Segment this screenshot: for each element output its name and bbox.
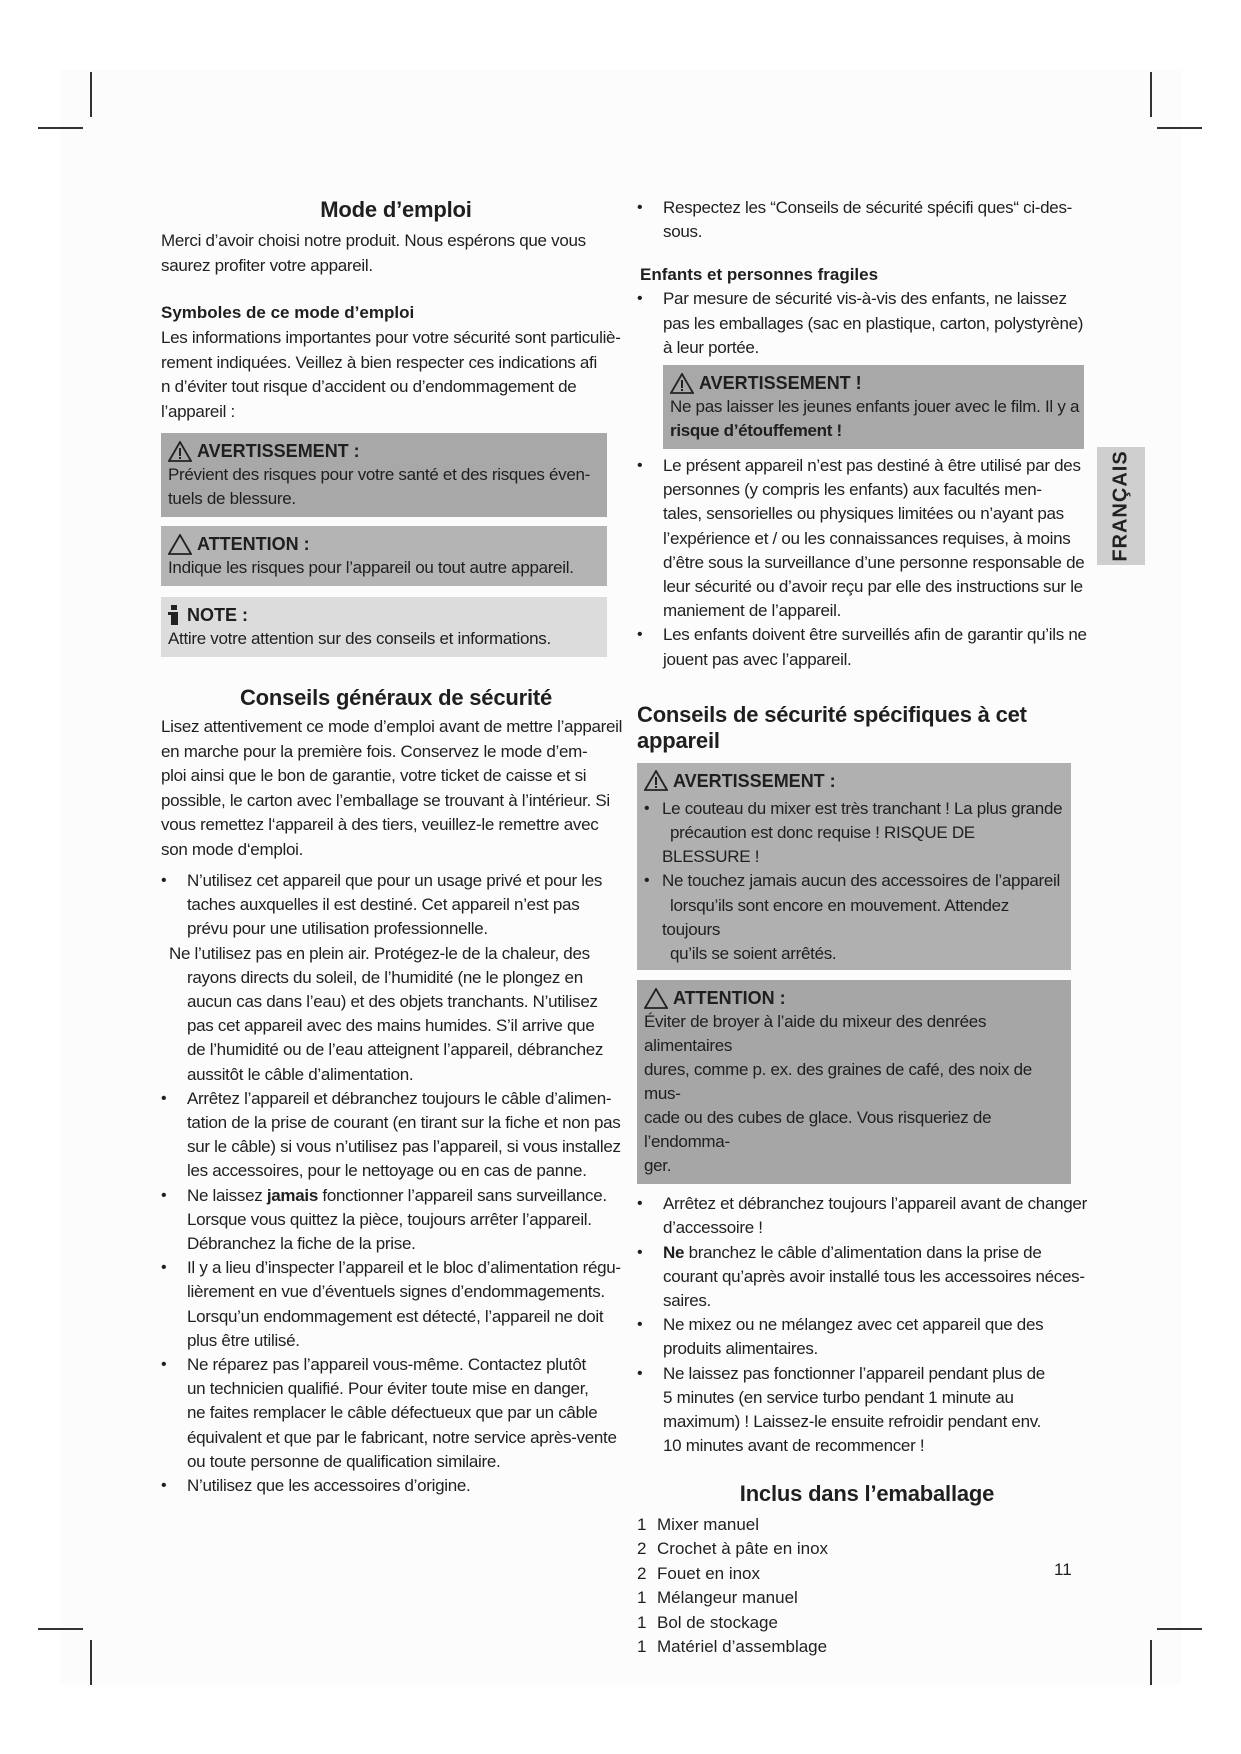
specific-warning-box: AVERTISSEMENT : • Le couteau du mixer est très tranchant ! La plus grande précaution est donc requise ! RISQUE DE BLESSURE ! • Ne touchez jamais aucun des accessoires de l’appareil lorsqu’ils sont encore en mouvement. Attendez toujours qu’ils se soient arrêtés. — [637, 763, 1071, 970]
list-item: • N’utilisez cet appareil que pour un usage privé et pour les taches auxquelles il est destiné. Cet appareil n’est pas prévu pour une utilisation professionnelle. — [161, 869, 631, 942]
children-bullets-2 — [637, 454, 1097, 672]
intro-text: Merci d’avoir choisi notre produit. Nous espérons que vous saurez profiter votre appareil. — [161, 231, 586, 275]
general-intro: Lisez attentivement ce mode d’emploi avant de mettre l’appareil en marche pour la première fois. Conservez le mode d’em- ploi ainsi que le bon de garantie, votre ticket de caisse et si possible, le carton avec l’emballage se trouvant à l’intérieur. Si vous remettez l‘appareil à des tiers, veuillez-le remettre avec son mode d‘emploi. — [161, 717, 623, 859]
crop-mark — [1150, 1640, 1152, 1685]
general-bullets-2 — [161, 1087, 631, 1498]
symbols-text: Les informations importantes pour votre sécurité sont particuliè- rement indiquées. Veillez à bien respecter ces indications afi n d’éviter tout risque d’accident ou d’endommagement de l’appareil : — [161, 328, 621, 421]
bullet-continuation: Ne l’utilisez pas en plein air. Protégez-le de la chaleur, des rayons directs du soleil, de l’humidité (ne le plongez en aucun cas dans l’eau) et des objets tranchants. N’utilisez pas cet appareil avec des mains humides. S’il arrive que de l’humidité ou de l’eau atteignent l’appareil, débranchez aussitôt le câble d’alimentation. — [169, 943, 604, 1084]
crop-mark — [38, 127, 83, 129]
respect-bullet — [637, 196, 1097, 244]
crop-mark — [1157, 1628, 1202, 1630]
specific-safety-title: Conseils de sécurité spécifiques à cet appareil — [637, 701, 1027, 753]
info-icon — [168, 605, 182, 625]
general-bullets — [161, 869, 631, 942]
list-item: 2 Fouet en inox — [637, 1563, 761, 1583]
warning-box: AVERTISSEMENT : Prévient des risques pour votre santé et des risques éven- tuels de blessure. — [161, 433, 607, 517]
note-box: NOTE : Attire votre attention sur des conseils et informations. — [161, 597, 607, 657]
attention-triangle-icon — [168, 534, 192, 555]
crop-mark — [1157, 127, 1202, 129]
list-item: • Il y a lieu d’inspecter l’appareil et le bloc d’alimentation régu- lièrement en vue d’éventuels signes d’endommagements. Lorsqu’un endommagement est détecté, l’appareil ne doit plus être utilisé. — [161, 1256, 631, 1353]
list-item: • Le présent appareil n’est pas destiné à être utilisé par des personnes (y compris les enfants) aux facultés men- tales, sensorielles ou physiques limitées ou n’ayant pas l’expérience et / ou les connaissances requises, à moins d’être sous la surveillance d’une personne responsable de leur sécurité ou d’avoir reçu par elle des instructions sur le maniement de l’appareil. — [637, 454, 1097, 623]
warning-triangle-icon — [644, 770, 668, 791]
left-column — [161, 190, 631, 1498]
list-item: • Le couteau du mixer est très tranchant ! La plus grande précaution est donc requise ! RISQUE DE BLESSURE ! — [644, 797, 1064, 870]
list-item: • Arrêtez l’appareil et débranchez toujours le câble d’alimen- tation de la prise de courant (en tirant sur la fiche et non pas sur le câble) si vous n’utilisez pas l’appareil, si vous installez les accessoires, pour le nettoyage ou en cas de panne. — [161, 1087, 631, 1184]
warning-triangle-icon — [168, 441, 192, 462]
children-bullets — [637, 287, 1097, 360]
list-item: 1 Matériel d’assemblage — [637, 1637, 828, 1656]
list-item: • Ne laissez pas fonctionner l’appareil pendant plus de 5 minutes (en service turbo pendant 1 minute au maximum) ! Laissez-le ensuite refroidir pendant env. 10 minutes avant de recommencer ! — [637, 1362, 1097, 1459]
mode-emploi-title: Mode d’emploi — [320, 197, 472, 222]
symbols-heading: Symboles de ce mode d’emploi — [161, 303, 415, 322]
right-column — [637, 196, 1097, 1660]
specific-bullets — [637, 1192, 1097, 1458]
children-warning-box: AVERTISSEMENT ! Ne pas laisser les jeunes enfants jouer avec le film. Il y a risque d’étouffement ! — [663, 365, 1084, 449]
list-item: • Ne mixez ou ne mélangez avec cet appareil que des produits alimentaires. — [637, 1313, 1097, 1361]
list-item: • Ne touchez jamais aucun des accessoires de l’appareil lorsqu’ils sont encore en mouvement. Attendez toujours qu’ils se soient arrêtés. — [644, 869, 1064, 966]
list-item: • Ne laissez jamais fonctionner l’appareil sans surveillance. Lorsque vous quittez la pièce, toujours arrêter l’appareil. Débranchez la fiche de la prise. — [161, 1184, 631, 1257]
specific-attention-box: ATTENTION : Éviter de broyer à l’aide du mixeur des denrées alimentaires dures, comme p. ex. des graines de café, des noix de mus- cade ou des cubes de glace. Vous risqueriez de l’endomma- ger. — [637, 980, 1071, 1184]
list-item: 1 Bol de stockage — [637, 1612, 778, 1632]
list-item: • Ne branchez le câble d’alimentation dans la prise de courant qu’après avoir installé tous les accessoires néces- saires. — [637, 1241, 1097, 1314]
crop-mark — [38, 1628, 83, 1630]
page-number: 11 — [1054, 1560, 1072, 1579]
crop-mark — [90, 1640, 92, 1685]
list-item: • Par mesure de sécurité vis-à-vis des enfants, ne laissez pas les emballages (sac en plastique, carton, polystyrène) à leur portée. — [637, 287, 1097, 360]
included-title: Inclus dans l’emaballage — [739, 1480, 995, 1506]
list-item: 1 Mixer manuel — [637, 1514, 760, 1534]
included-list — [637, 1513, 1097, 1660]
list-item: • Arrêtez et débranchez toujours l’appareil avant de changer d’accessoire ! — [637, 1192, 1097, 1240]
general-safety-title: Conseils généraux de sécurité — [239, 685, 553, 710]
crop-mark — [90, 72, 92, 117]
attention-triangle-icon — [644, 988, 668, 1009]
list-item: • Les enfants doivent être surveillés afin de garantir qu’ils ne jouent pas avec l’appareil. — [637, 623, 1097, 671]
list-item: 2 Crochet à pâte en inox — [637, 1539, 829, 1558]
list-item: 1 Mélangeur manuel — [637, 1588, 798, 1607]
warning-triangle-icon — [670, 373, 694, 394]
list-item: • Respectez les “Conseils de sécurité spécifi ques“ ci-des- sous. — [637, 196, 1097, 244]
language-tab: FRANÇAIS — [1097, 447, 1145, 565]
crop-mark — [1150, 72, 1152, 117]
list-item: • Ne réparez pas l’appareil vous-même. Contactez plutôt un technicien qualifié. Pour éviter toute mise en danger, ne faites remplacer le câble défectueux que par un câble équivalent et que par le fabricant, notre service après-vente ou toute personne de qualification similaire. — [161, 1353, 631, 1474]
attention-box: ATTENTION : Indique les risques pour l’appareil ou tout autre appareil. — [161, 526, 607, 586]
list-item: • N’utilisez que les accessoires d’origine. — [161, 1474, 631, 1498]
children-heading: Enfants et personnes fragiles — [640, 265, 879, 285]
